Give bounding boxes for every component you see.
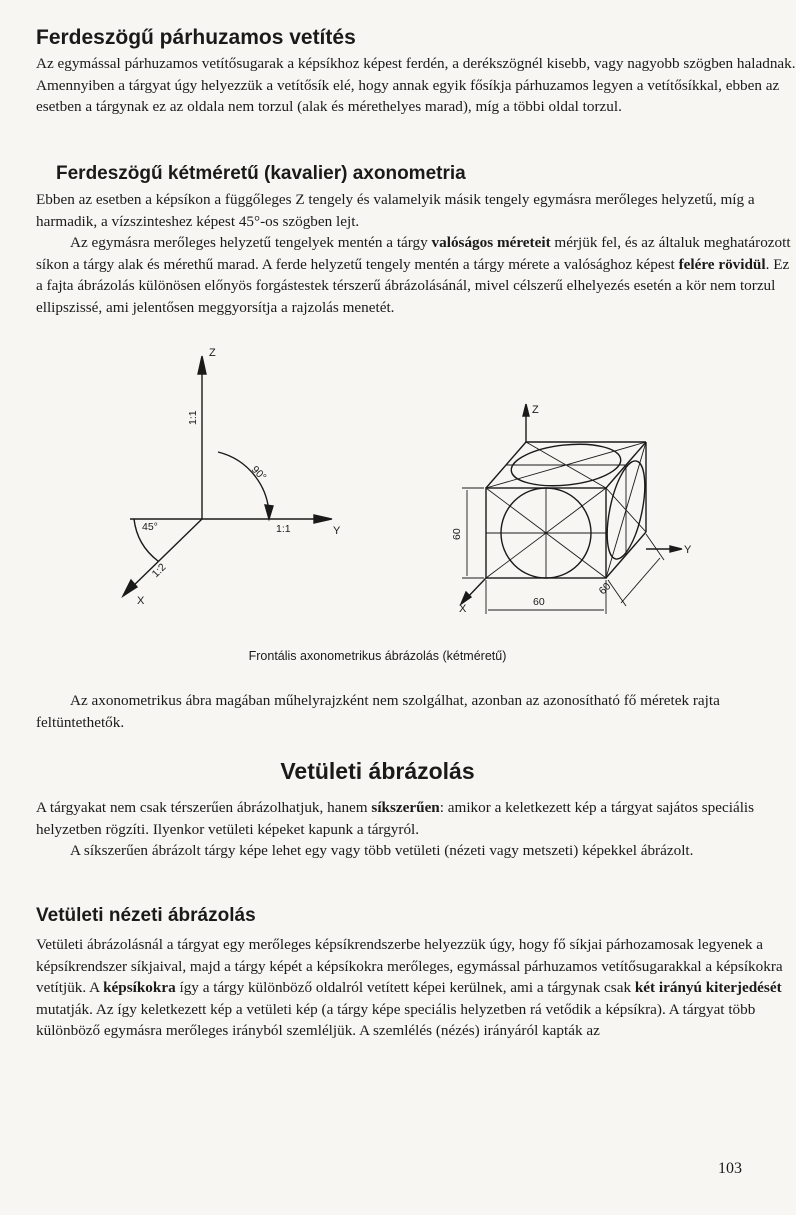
section-title-projection-drawing: Vetületi ábrázolás [280,758,475,784]
paragraph-projection-views: A síkszerűen ábrázolt tárgy képe lehet egy vagy több vetületi (nézeti vagy metszeti) képekkel ábrázolt. [70,842,694,859]
left-ratio-vertical: 1:1 [187,410,199,425]
axonometric-figure [0,345,755,645]
paragraph-projection-intro [36,797,796,840]
right-z-arrow [523,404,529,416]
figure-caption: Frontális axonometrikus ábrázolás (kétméretű) [248,649,507,663]
section-title-cavalier-axonometry: Ferdeszögű kétméretű (kavalier) axonometria [56,163,466,184]
left-angle-90: 90° [248,463,269,484]
paragraph-after-figure: Az axonometrikus ábra magában műhelyrajzként nem szolgálhat, azonban az azonosítható fő méretek rajta feltüntethetők. [36,692,720,731]
left-90-arc [218,452,269,519]
text-run: : amikor a keletkezett kép a tárgyat sajátos speciális helyzetben rögzíti. Ilyenkor vetületi képeket kapunk a tárgyról. [36,799,755,838]
right-axis-y-label: Y [684,544,692,556]
right-dim-width: 60 [533,596,545,608]
left-z-arrow [198,356,206,374]
right-y-arrow [670,546,682,552]
left-ratio-horizontal: 1:1 [276,523,291,535]
text-run: A tárgyakat nem csak térszerűen ábrázolhatjuk, hanem [36,799,372,816]
section-title-oblique-projection: Ferdeszögű párhuzamos vetítés [36,26,356,49]
text-run: Az egymásra merőleges helyzetű tengelyek mentén a tárgy [70,234,432,251]
left-90-arc-arrow [265,505,273,519]
bold-real-dimensions: valóságos méreteit [431,234,551,251]
dim-ext [646,534,664,560]
left-angle-45: 45° [142,521,158,533]
paragraph-oblique-projection: Az egymással párhuzamos vetítősugarak a képsíkhoz képest ferdén, a derékszögnél kisebb, vagy nagyobb szögben haladnak. Amennyiben a tárgyat úgy helyezzük a vetítősík elé, hogy annak egyik fősíkja párhuzamos legyen a vetítősíkkal, ebben az esetben a tárgynak ez az oldala nem torzul (alak és mérethelyes marad), míg a többi oldal torzul. [36,55,796,115]
left-x-axis [127,519,202,592]
paragraph-cavalier-details [36,232,796,318]
left-ratio-oblique: 1:2 [149,561,169,581]
bold-two-dimensions: két irányú kiterjedését [634,979,782,996]
text-run: . Ez a fajta ábrázolás különösen előnyös forgástestek térszerű ábrázolásánál, mivel célszerű elhelyezés esetén a kör nem torzul ellipszissé, ami jelentősen meggyorsítja a rajzolás menetét. [36,255,790,316]
left-y-arrow [314,515,332,523]
bold-planar: síkszerűen [371,799,440,816]
text-run: így a tárgy különböző oldalról vetített képei kerülnek, ami a tárgynak csak [175,979,635,996]
paragraph-view-projection [36,934,796,1042]
right-dim-depth: 60 [596,580,614,598]
right-axis-z-label: Z [532,404,539,416]
left-axis-z-label: Z [209,347,216,359]
text-run: mutatják. Az így keletkezett kép a vetületi kép (a tárgy képe speciális helyzetben rá vetődik a képsíkra). A tárgyat több különböző egymásra merőleges irányból szemléljük. A szemlélés (nézés) irányáról kapták az [36,1000,756,1039]
dim-depth-line [621,558,660,603]
text-run: Vetületi ábrázolásnál a tárgyat egy merőleges képsíkrendszerbe helyezzük úgy, hogy fő síkjai párhozamosak legyenek a képsíkrendszer síkjaival, majd a tárgy képét a képsíkokra merőleges, egymással párhuzamos vetítősugarakkal a képsíkokra vetítjük. A [36,936,783,996]
section-title-view-projection: Vetületi nézeti ábrázolás [36,905,256,926]
bold-halved: felére rövidül [678,255,766,273]
dim-ext [608,580,626,606]
left-x-arrow [123,580,137,596]
text-run: mérjük fel, és az általuk meghatározott síkon a tárgy alak és mérethű marad. A ferde helyzetű tengely mentén a tárgy mérete a valósághoz képest [36,234,791,273]
paragraph-cavalier-intro: Ebben az esetben a képsíkon a függőleges Z tengely és valamelyik másik tengely egymásra merőleges helyzetű, míg a harmadik, a vízszinteshez képest 45°-os szögben lejt. [36,191,755,230]
left-axis-x-label: X [137,595,145,607]
right-axis-x-label: X [459,603,467,615]
left-axis-y-label: Y [333,525,341,537]
bold-image-planes: képsíkokra [103,979,176,996]
page-number: 103 [718,1160,742,1177]
right-dim-height: 60 [451,528,463,540]
